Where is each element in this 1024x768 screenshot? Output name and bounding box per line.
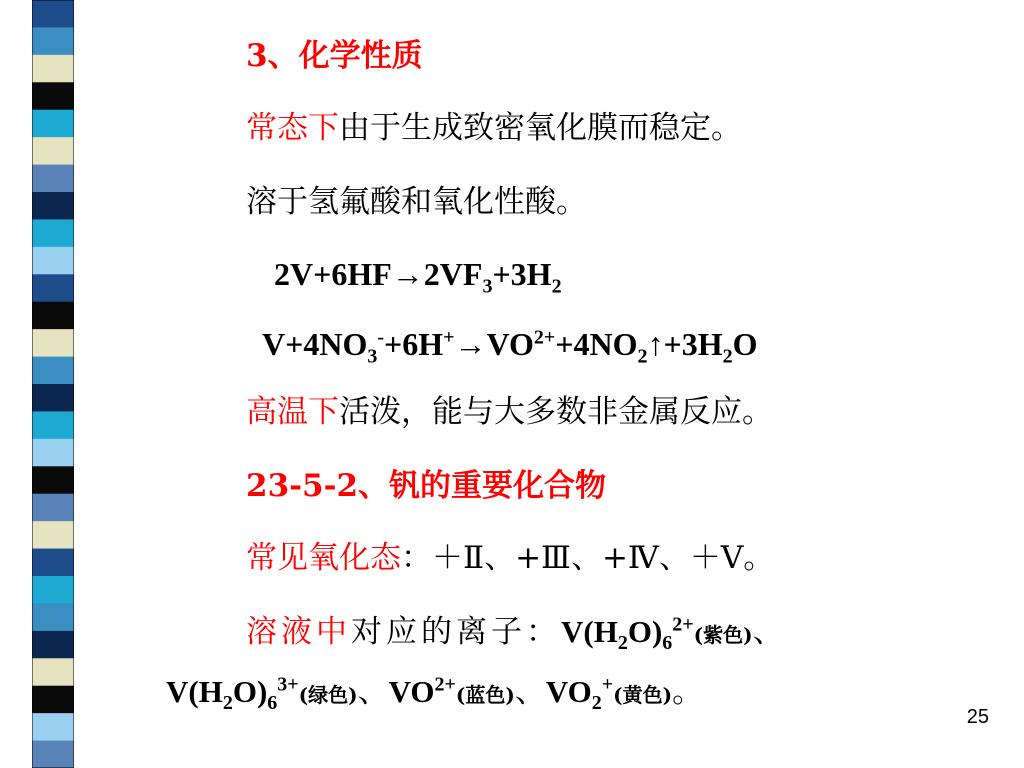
formula-sup: 3+ <box>277 673 299 696</box>
line-acid-solubility: 溶于氢氟酸和氧化性酸。 <box>246 184 587 220</box>
text-oxidation-states: ：＋Ⅱ、+Ⅲ、+Ⅳ、＋Ⅴ。 <box>401 540 775 576</box>
eq2-part: V+4NO <box>262 326 368 362</box>
stripe-block <box>32 55 74 83</box>
eq2-part: ↑+3H <box>647 326 723 362</box>
formula-sub: 6 <box>267 692 278 715</box>
eq2-sub: 3 <box>367 345 378 368</box>
stripe-block <box>32 137 74 165</box>
eq2-sub: 2 <box>637 345 648 368</box>
stripe-block <box>32 219 74 247</box>
stripe-block <box>32 466 74 494</box>
stripe-block <box>32 521 74 549</box>
stripe-block <box>32 357 74 385</box>
stripe-block <box>32 686 74 714</box>
stripe-block <box>32 631 74 659</box>
eq2-sup: - <box>377 326 385 349</box>
stripe-block <box>32 110 74 138</box>
stripe-block <box>32 274 74 302</box>
stripe-block <box>32 27 74 55</box>
eq2-sup: + <box>443 326 455 349</box>
eq2-sup: 2+ <box>533 326 556 349</box>
stripe-block <box>32 411 74 439</box>
separator: 、 <box>752 614 784 650</box>
page-number: 25 <box>966 706 989 728</box>
stripe-block <box>32 82 74 110</box>
decorative-stripe <box>32 0 74 768</box>
label-normal-state: 常态下 <box>246 110 339 146</box>
color-note-purple: (紫色) <box>693 623 753 647</box>
stripe-block <box>32 603 74 631</box>
stripe-block <box>32 658 74 686</box>
section-title: 3、化学性质 <box>246 38 423 74</box>
separator: 、 <box>514 674 546 710</box>
eq1-sub: 3 <box>482 275 493 298</box>
formula-sub: 2 <box>222 692 233 715</box>
section-heading: 23-5-2、钒的重要化合物 <box>246 468 607 504</box>
stripe-block <box>32 549 74 577</box>
stripe-block <box>32 713 74 741</box>
color-note-green: (绿色) <box>298 683 358 707</box>
formula-sup: 2+ <box>434 673 456 696</box>
equation-hf <box>274 256 562 298</box>
eq2-sub: 2 <box>722 345 733 368</box>
color-note-blue: (蓝色) <box>455 683 515 707</box>
formula-sup: 2+ <box>672 613 694 636</box>
formula-sub: 2 <box>617 632 628 655</box>
formula-part: O) <box>627 614 663 649</box>
formula-part: V(H <box>166 674 223 709</box>
stripe-block <box>32 384 74 412</box>
equation-nitric <box>262 326 758 368</box>
eq2-part: O <box>732 326 758 362</box>
stripe-block <box>32 439 74 467</box>
formula-sup: + <box>601 673 614 696</box>
line-high-temp <box>246 394 773 430</box>
eq2-part: →VO <box>454 326 534 362</box>
eq2-part: +4NO <box>555 326 638 362</box>
stripe-block <box>32 247 74 275</box>
line-oxidation-states <box>246 540 774 576</box>
stripe-block <box>32 329 74 357</box>
line-normal-state <box>246 110 742 146</box>
formula-sub: 2 <box>591 692 602 715</box>
stripe-block <box>32 302 74 330</box>
formula-part: V(H <box>561 614 618 649</box>
eq1-part: 2V+6HF→2VF <box>274 256 483 292</box>
separator: 、 <box>357 674 389 710</box>
formula-part: VO <box>545 674 592 709</box>
eq1-part: +3H <box>492 256 552 292</box>
text-high-temp: 活泼，能与大多数非金属反应。 <box>339 394 773 430</box>
color-note-yellow: (黄色) <box>613 683 673 707</box>
line-ions-in-solution <box>246 614 784 653</box>
label-high-temp: 高温下 <box>246 394 339 430</box>
stripe-block <box>32 576 74 604</box>
label-in-solution: 溶液中 <box>246 614 351 650</box>
stripe-block <box>32 741 74 768</box>
stripe-block <box>32 165 74 193</box>
formula-part: O) <box>232 674 268 709</box>
formula-part: VO <box>388 674 435 709</box>
eq1-sub: 2 <box>551 275 562 298</box>
label-oxidation-states: 常见氧化态 <box>246 540 401 576</box>
text-normal-state: 由于生成致密氧化膜而稳定。 <box>339 110 742 146</box>
eq2-part: +6H <box>384 326 444 362</box>
stripe-block <box>32 192 74 220</box>
stripe-block <box>32 0 74 28</box>
text-corresponding-ions: 对应的离子： <box>351 614 561 650</box>
separator: 。 <box>672 674 704 710</box>
stripe-block <box>32 494 74 522</box>
formula-sub: 6 <box>662 632 673 655</box>
line-ions-continued <box>166 674 703 713</box>
